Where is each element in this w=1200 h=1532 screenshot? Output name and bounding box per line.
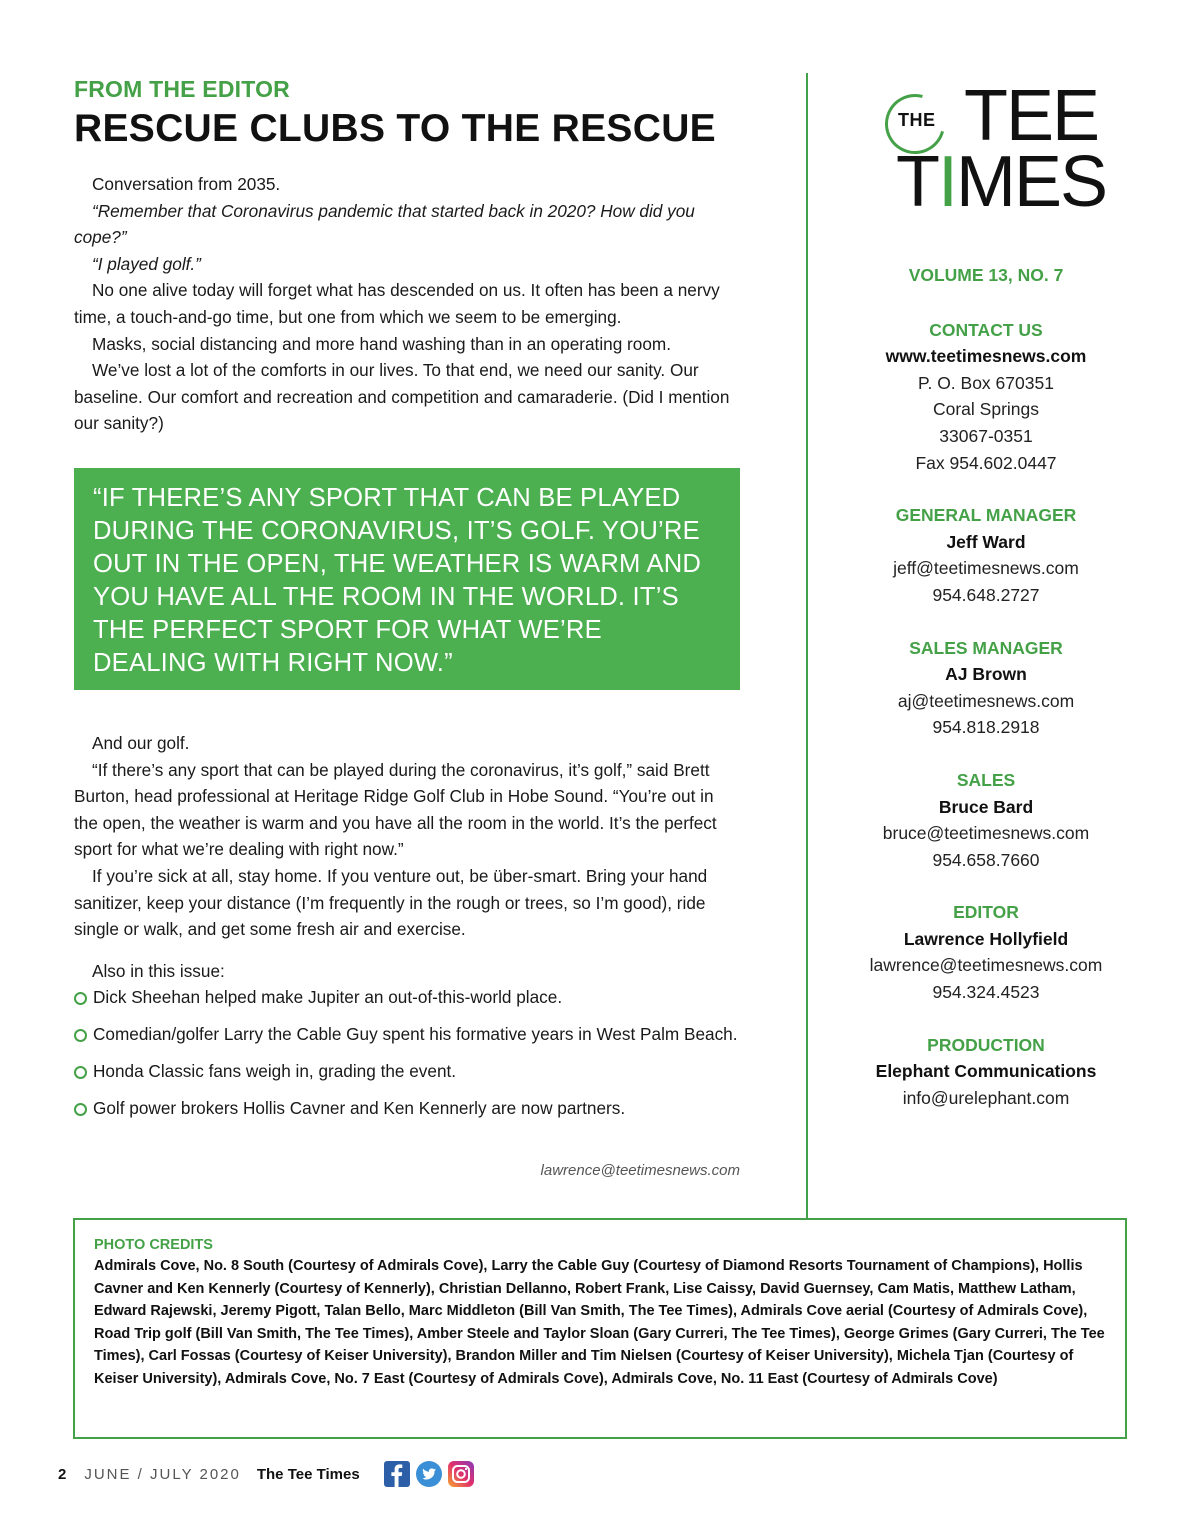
article-kicker: FROM THE EDITOR	[74, 76, 290, 102]
staff-name: Elephant Communications	[875, 1061, 1097, 1082]
photo-credits-text: Admirals Cove, No. 8 South (Courtesy of Admirals Cove), Larry the Cable Guy (Courtesy of Diamond Resorts Tournament of Champions), Hollis Cavner and Ken Kennerly (Courtesy of Kennerly), Christian Dellanno, Robert Frank, Lise Caissy, David Guernsey, Cam Matis, Matthew Latham, Edward Rajewski, Jeremy Pigott, Talan Bello, Marc Middleton (Bill Van Smith, The Tee Times), Admirals Cove aerial (Courtesy of Admirals Cove), Road Trip golf (Bill Van Smith, The Tee Times), Amber Steele and Taylor Sloan (Gary Curreri, The Tee Times), George Grimes (Gary Curreri, The Tee Times), Carl Fossas (Courtesy of Keiser University), Brandon Miller and Tim Nielsen (Courtesy of Keiser University), Michela Tjan (Courtesy of Keiser University), Admirals Cove, No. 7 East (Courtesy of Admirals Cove), Admirals Cove, No. 11 East (Courtesy of Admirals Cove)	[94, 1258, 1105, 1387]
staff-phone: 954.324.4523	[932, 982, 1040, 1003]
list-item	[74, 1023, 740, 1046]
list-item-text: Honda Classic fans weigh in, grading the event.	[93, 1061, 457, 1081]
address-line: P. O. Box 670351	[918, 372, 1054, 393]
address-line: 33067-0351	[939, 425, 1033, 446]
intro-paragraph: Conversation from 2035.	[92, 174, 281, 194]
staff-name: Lawrence Hollyfield	[903, 928, 1069, 949]
website-link[interactable]: www.teetimesnews.com	[885, 346, 1087, 367]
intro-paragraph: “I played golf.”	[92, 253, 201, 274]
logo-the: THE	[898, 110, 936, 130]
article	[74, 76, 740, 1179]
intro-paragraph: Masks, social distancing and more hand washing than in an operating room.	[92, 333, 671, 354]
fax-line: Fax 954.602.0447	[915, 452, 1057, 473]
staff-phone: 954.658.7660	[932, 849, 1040, 870]
issue-date: JUNE / JULY 2020	[84, 1465, 241, 1483]
staff-block-editor	[838, 899, 1134, 1005]
also-in-this-issue	[74, 958, 740, 1120]
staff-block-production	[838, 1032, 1134, 1112]
staff-block-sales-manager	[838, 635, 1134, 741]
list-item	[74, 1060, 740, 1083]
staff-role: PRODUCTION	[927, 1034, 1045, 1055]
photo-credits-label: PHOTO CREDITS	[94, 1237, 213, 1253]
publication-name: The Tee Times	[256, 1465, 360, 1483]
volume-number: VOLUME 13, NO. 7	[908, 265, 1064, 285]
staff-phone: 954.818.2918	[932, 717, 1040, 738]
logo-times	[896, 142, 1107, 222]
body-paragraph: If you’re sick at all, stay home. If you venture out, be über-smart. Bring your hand sanitizer, keep your distance (I’m frequently in the rough or trees, so I’m good), ride single or walk, and get some fresh air and exercise.	[74, 865, 708, 940]
staff-email[interactable]: info@urelephant.com	[902, 1087, 1070, 1108]
photo-credits-box	[73, 1218, 1127, 1439]
page-footer	[58, 1461, 474, 1487]
intro-paragraph: No one alive today will forget what has descended on us. It often has been a nervy time, a touch-and-go time, but one from which we seem to be emerging.	[74, 280, 720, 327]
list-item	[74, 1097, 740, 1120]
also-lead: Also in this issue:	[92, 961, 225, 981]
staff-role: GENERAL MANAGER	[895, 505, 1077, 526]
logo-times-t: T	[896, 142, 938, 222]
staff-email[interactable]: jeff@teetimesnews.com	[893, 558, 1079, 579]
list-item-text: Comedian/golfer Larry the Cable Guy spent his formative years in West Palm Beach.	[93, 1024, 738, 1044]
staff-phone: 954.648.2727	[932, 584, 1040, 605]
logo-times-rest: MES	[956, 142, 1107, 222]
masthead	[838, 76, 1134, 1111]
body-paragraph: “If there’s any sport that can be played during the coronavirus, it’s golf,” said Brett Burton, head professional at Heritage Ridge Golf Club in Hobe Sound. “You’re out in the open, the weather is warm and you have all the room in the world. It’s the perfect sport for what we’re dealing with right now.”	[74, 759, 717, 860]
staff-block-general-manager	[838, 502, 1134, 608]
staff-role: SALES	[956, 769, 1016, 790]
pull-quote: “IF THERE’S ANY SPORT THAT CAN BE PLAYED DURING THE CORONAVIRUS, IT’S GOLF. YOU’RE OUT IN THE OPEN, THE WEATHER IS WARM AND YOU HAVE ALL THE ROOM IN THE WORLD. IT’S THE PERFECT SPORT FOR WHAT WE’RE DEALING WITH RIGHT NOW.”	[74, 468, 740, 690]
facebook-icon[interactable]	[384, 1461, 410, 1487]
twitter-icon[interactable]	[416, 1461, 442, 1487]
staff-name: Bruce Bard	[938, 796, 1034, 817]
article-body	[74, 730, 740, 943]
list-item-text: Dick Sheehan helped make Jupiter an out-of-this-world place.	[93, 987, 563, 1007]
body-paragraph: And our golf.	[92, 733, 190, 753]
staff-email[interactable]: bruce@teetimesnews.com	[882, 823, 1090, 844]
logo-tee: TEE	[964, 76, 1099, 156]
editor-signature-email[interactable]: lawrence@teetimesnews.com	[540, 1162, 740, 1179]
golf-tee-icon: I	[937, 142, 956, 222]
tee-times-logo	[866, 76, 1107, 222]
contact-label: CONTACT US	[929, 319, 1043, 340]
article-intro	[74, 171, 740, 437]
circle-bullet-icon	[74, 1066, 87, 1079]
staff-email[interactable]: aj@teetimesnews.com	[897, 690, 1075, 711]
staff-role: EDITOR	[953, 902, 1019, 923]
circle-bullet-icon	[74, 992, 87, 1005]
address-line: Coral Springs	[932, 399, 1040, 420]
list-item-text: Golf power brokers Hollis Cavner and Ken Kennerly are now partners.	[93, 1098, 626, 1118]
column-divider	[806, 73, 808, 1218]
social-links	[384, 1461, 474, 1487]
staff-email[interactable]: lawrence@teetimesnews.com	[869, 955, 1103, 976]
intro-paragraph: We’ve lost a lot of the comforts in our lives. To that end, we need our sanity. Our baseline. Our comfort and recreation and competition and camaraderie. (Did I mention our sanity?)	[74, 360, 730, 434]
intro-paragraph: “Remember that Coronavirus pandemic that started back in 2020? How did you cope?”	[74, 200, 695, 248]
list-item	[74, 986, 740, 1009]
instagram-icon[interactable]	[448, 1461, 474, 1487]
article-headline: RESCUE CLUBS TO THE RESCUE	[74, 107, 716, 150]
staff-block-sales	[838, 767, 1134, 873]
circle-bullet-icon	[74, 1103, 87, 1116]
contact-block	[838, 317, 1134, 477]
page-number: 2	[58, 1465, 67, 1483]
staff-name: AJ Brown	[945, 664, 1027, 685]
staff-role: SALES MANAGER	[909, 637, 1063, 658]
staff-name: Jeff Ward	[946, 531, 1026, 552]
circle-bullet-icon	[74, 1029, 87, 1042]
